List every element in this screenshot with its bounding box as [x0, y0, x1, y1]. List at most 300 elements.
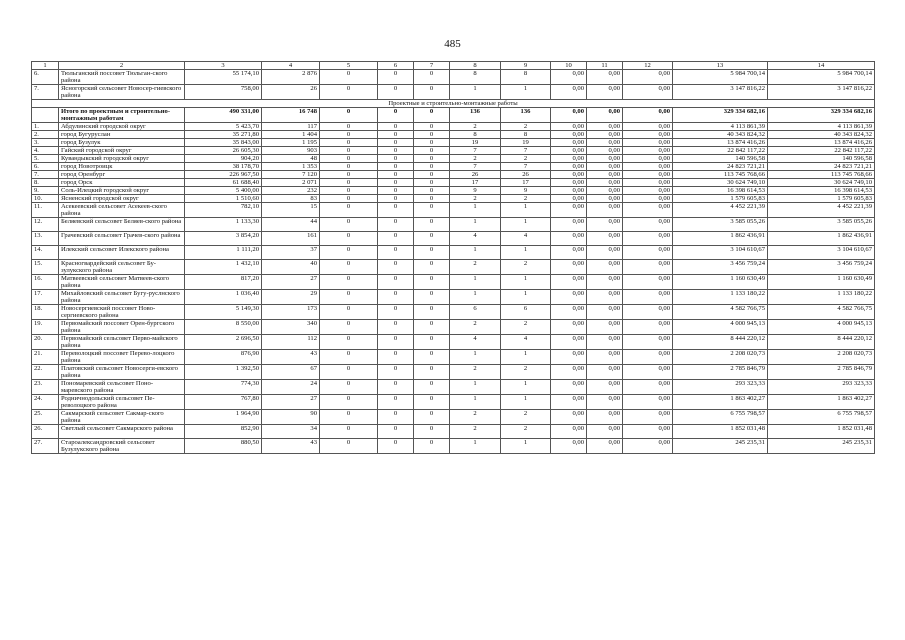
cell-c12: 0,00 [623, 131, 673, 139]
cell-c11: 0,00 [587, 335, 623, 350]
cell-c11: 0,00 [587, 70, 623, 85]
cell-c9: 9 [501, 187, 551, 195]
cell-c7: 0 [414, 320, 450, 335]
cell-c9: 2 [501, 425, 551, 439]
cell-c11: 0,00 [587, 232, 623, 246]
cell-c13: 1 133 180,22 [673, 290, 768, 305]
cell-c6: 0 [378, 232, 414, 246]
cell-c11: 0,00 [587, 246, 623, 260]
cell-c6: 0 [378, 305, 414, 320]
table-row [32, 439, 875, 454]
cell-c5: 0 [320, 218, 378, 232]
cell-name: Соль-Илецкий городской округ [59, 187, 185, 195]
cell-name: Переволоцкий поссовет Перево-лоцкого района [59, 350, 185, 365]
cell-name: город Орск [59, 179, 185, 187]
cell-c13: 13 874 416,26 [673, 139, 768, 147]
column-header-8: 8 [450, 62, 501, 70]
cell-c8: 17 [450, 179, 501, 187]
cell-c12: 0,00 [623, 155, 673, 163]
table-row [32, 232, 875, 246]
cell-c5: 0 [320, 305, 378, 320]
cell-c4: 27 [262, 395, 320, 410]
cell-c3: 767,80 [185, 395, 262, 410]
cell-c5: 0 [320, 320, 378, 335]
cell-c13: 40 343 824,32 [673, 131, 768, 139]
cell-c14: 245 235,31 [768, 439, 875, 454]
cell-c7: 0 [414, 203, 450, 218]
cell-number: 23. [32, 380, 59, 395]
cell-c4: 34 [262, 425, 320, 439]
cell-c5: 0 [320, 246, 378, 260]
cell-c3: 1 133,30 [185, 218, 262, 232]
cell-c11: 0,00 [587, 187, 623, 195]
cell-c10: 0,00 [551, 147, 587, 155]
cell-c8: 4 [450, 335, 501, 350]
cell-c8: 1 [450, 203, 501, 218]
cell-c11: 0,00 [587, 275, 623, 290]
cell-c4: 67 [262, 365, 320, 380]
table-row [32, 123, 875, 131]
cell-c11: 0,00 [587, 179, 623, 187]
table-row [32, 147, 875, 155]
cell-c11: 0,00 [587, 260, 623, 275]
cell-number: 20. [32, 335, 59, 350]
cell-c8: 1 [450, 85, 501, 100]
cell-c13: 4 000 945,13 [673, 320, 768, 335]
table-row [32, 275, 875, 290]
cell-c11: 0,00 [587, 147, 623, 155]
table-row [32, 395, 875, 410]
column-header-14: 14 [768, 62, 875, 70]
cell-number: 18. [32, 305, 59, 320]
cell-name: город Новотроицк [59, 163, 185, 171]
cell-c3: 5 400,00 [185, 187, 262, 195]
cell-c5: 0 [320, 155, 378, 163]
cell-c14: 113 745 768,66 [768, 171, 875, 179]
cell-c14: 5 984 700,14 [768, 70, 875, 85]
cell-c9: 2 [501, 260, 551, 275]
cell-c8: 1 [450, 395, 501, 410]
cell-c12: 0,00 [623, 85, 673, 100]
cell-number: 25. [32, 410, 59, 425]
cell-c12: 0,00 [623, 425, 673, 439]
cell-c13: 22 842 117,22 [673, 147, 768, 155]
cell-name: Сакмарский сельсовет Сакмар-ского района [59, 410, 185, 425]
cell-c7: 0 [414, 218, 450, 232]
cell-c8: 2 [450, 425, 501, 439]
cell-c12: 0,00 [623, 232, 673, 246]
cell-c10: 0,00 [551, 410, 587, 425]
cell-c7: 0 [414, 123, 450, 131]
cell-c10: 0,00 [551, 187, 587, 195]
cell-name: Кувандыкский городской округ [59, 155, 185, 163]
cell-name: Грачевский сельсовет Грачев-ского района [59, 232, 185, 246]
cell-c14: 1 863 402,27 [768, 395, 875, 410]
cell-c4: 37 [262, 246, 320, 260]
cell-c13: 5 984 700,14 [673, 70, 768, 85]
cell-name: Беляевский сельсовет Беляев-ского района [59, 218, 185, 232]
cell-c12: 0,00 [623, 139, 673, 147]
cell-c7: 0 [414, 163, 450, 171]
cell-c6: 0 [378, 147, 414, 155]
cell-c8: 9 [450, 187, 501, 195]
cell-c6: 0 [378, 365, 414, 380]
section-header-row [32, 100, 875, 108]
cell-c10: 0,00 [551, 155, 587, 163]
cell-c11: 0,00 [587, 195, 623, 203]
cell-name: город Оренбург [59, 171, 185, 179]
cell-c5: 0 [320, 395, 378, 410]
cell-c10: 0,00 [551, 70, 587, 85]
table-row [32, 246, 875, 260]
cell-c5: 0 [320, 260, 378, 275]
cell-c3: 1 964,90 [185, 410, 262, 425]
cell-c6: 0 [378, 195, 414, 203]
cell-c14: 30 624 749,10 [768, 179, 875, 187]
cell-c13: 1 862 436,91 [673, 232, 768, 246]
table-row [32, 131, 875, 139]
table-row [32, 290, 875, 305]
cell-name: Гайский городской округ [59, 147, 185, 155]
cell-c4: 903 [262, 147, 320, 155]
cell-c7: 0 [414, 275, 450, 290]
cell-c12: 0,00 [623, 246, 673, 260]
cell-c4: 27 [262, 275, 320, 290]
cell-c4: 2 071 [262, 179, 320, 187]
cell-c7: 0 [414, 187, 450, 195]
cell-c9: 6 [501, 305, 551, 320]
cell-c12: 0,00 [623, 320, 673, 335]
cell-c3: 1 111,20 [185, 246, 262, 260]
cell-c6: 0 [378, 163, 414, 171]
cell-c11: 0,00 [587, 365, 623, 380]
column-header-10: 10 [551, 62, 587, 70]
cell-name: Родничнодольский сельсовет Пе-револоцкого района [59, 395, 185, 410]
cell-c13: 16 398 614,53 [673, 187, 768, 195]
cell-c6: 0 [378, 410, 414, 425]
cell-number: 3. [32, 139, 59, 147]
cell-c4: 44 [262, 218, 320, 232]
cell-c14: 2 785 846,79 [768, 365, 875, 380]
cell-c9: 8 [501, 70, 551, 85]
cell-c7: 0 [414, 131, 450, 139]
cell-c4: 112 [262, 335, 320, 350]
cell-c7: 0 [414, 365, 450, 380]
table-row [32, 195, 875, 203]
cell-c11: 0,00 [587, 320, 623, 335]
cell-c8: 2 [450, 320, 501, 335]
cell-c13: 8 444 220,12 [673, 335, 768, 350]
cell-c14: 1 579 605,83 [768, 195, 875, 203]
cell-c12: 0,00 [623, 365, 673, 380]
cell-name: Ясненский городской округ [59, 195, 185, 203]
cell-c10: 0,00 [551, 335, 587, 350]
cell-c8: 1 [450, 246, 501, 260]
cell-c3: 5 149,30 [185, 305, 262, 320]
column-header-2: 2 [59, 62, 185, 70]
cell-c7: 0 [414, 350, 450, 365]
cell-c3: 35 271,80 [185, 131, 262, 139]
cell-c14: 13 874 416,26 [768, 139, 875, 147]
cell-c4: 43 [262, 350, 320, 365]
cell-number: 27. [32, 439, 59, 454]
cell-c14: 40 343 824,32 [768, 131, 875, 139]
cell-c8: 8 [450, 70, 501, 85]
cell-c5: 0 [320, 171, 378, 179]
cell-c5: 0 [320, 275, 378, 290]
cell-c3: 5 423,70 [185, 123, 262, 131]
cell-c10: 0,00 [551, 179, 587, 187]
cell-c8: 1 [450, 290, 501, 305]
cell-c9: 19 [501, 139, 551, 147]
table-row [32, 380, 875, 395]
cell-c11: 0,00 [587, 439, 623, 454]
table-row [32, 365, 875, 380]
cell-c8: 1 [450, 218, 501, 232]
cell-c11: 0,00 [587, 350, 623, 365]
cell-c6: 0 [378, 187, 414, 195]
cell-name: Асекеевский сельсовет Асекеев-ского района [59, 203, 185, 218]
cell-c3: 26 605,30 [185, 147, 262, 155]
cell-c6: 0 [378, 171, 414, 179]
cell-c14: 1 862 436,91 [768, 232, 875, 246]
cell-c11: 0,00 [587, 218, 623, 232]
cell-c5: 0 [320, 85, 378, 100]
cell-c14: 1 133 180,22 [768, 290, 875, 305]
cell-c3: 61 688,40 [185, 179, 262, 187]
cell-number: 16. [32, 275, 59, 290]
cell-c11: 0,00 [587, 163, 623, 171]
cell-c12: 0,00 [623, 380, 673, 395]
cell-c10: 0,00 [551, 232, 587, 246]
cell-c10: 0,00 [551, 123, 587, 131]
cell-c7: 0 [414, 290, 450, 305]
cell-c9: 1 [501, 203, 551, 218]
cell-c4: 1 404 [262, 131, 320, 139]
cell-c11: 0,00 [587, 410, 623, 425]
cell-c7: 0 [414, 171, 450, 179]
cell-c14: 1 160 630,49 [768, 275, 875, 290]
cell-c12: 0,00 [623, 260, 673, 275]
cell-number: 11. [32, 203, 59, 218]
cell-c8: 8 [450, 131, 501, 139]
cell-c6: 0 [378, 380, 414, 395]
cell-number: 26. [32, 425, 59, 439]
cell-c7: 0 [414, 108, 450, 123]
cell-name: город Бузулук [59, 139, 185, 147]
cell-c12: 0,00 [623, 275, 673, 290]
cell-c8: 2 [450, 365, 501, 380]
cell-c8: 136 [450, 108, 501, 123]
cell-c5: 0 [320, 439, 378, 454]
cell-c7: 0 [414, 147, 450, 155]
cell-c11: 0,00 [587, 305, 623, 320]
cell-c4: 340 [262, 320, 320, 335]
cell-c5: 0 [320, 123, 378, 131]
cell-c5: 0 [320, 335, 378, 350]
cell-c12: 0,00 [623, 410, 673, 425]
cell-c7: 0 [414, 425, 450, 439]
cell-c6: 0 [378, 320, 414, 335]
cell-c8: 1 [450, 275, 501, 290]
cell-c12: 0,00 [623, 218, 673, 232]
cell-number: 21. [32, 350, 59, 365]
cell-number: 6. [32, 70, 59, 85]
cell-c4: 1 195 [262, 139, 320, 147]
cell-number: 24. [32, 395, 59, 410]
cell-c13: 24 823 721,21 [673, 163, 768, 171]
table-row [32, 305, 875, 320]
cell-c12: 0,00 [623, 195, 673, 203]
cell-c6: 0 [378, 85, 414, 100]
cell-c6: 0 [378, 425, 414, 439]
table-row [32, 425, 875, 439]
cell-c4: 48 [262, 155, 320, 163]
cell-c6: 0 [378, 203, 414, 218]
cell-c14: 4 582 766,75 [768, 305, 875, 320]
cell-number: 19. [32, 320, 59, 335]
cell-c8: 26 [450, 171, 501, 179]
table-row [32, 203, 875, 218]
cell-c8: 7 [450, 163, 501, 171]
cell-number: 8. [32, 179, 59, 187]
cell-c8: 1 [450, 380, 501, 395]
cell-c14: 140 596,58 [768, 155, 875, 163]
column-header-6: 6 [378, 62, 414, 70]
cell-c3: 8 550,00 [185, 320, 262, 335]
table-row [32, 179, 875, 187]
cell-c4: 43 [262, 439, 320, 454]
cell-c13: 2 785 846,79 [673, 365, 768, 380]
cell-c5: 0 [320, 195, 378, 203]
cell-number: 6. [32, 163, 59, 171]
cell-c9: 8 [501, 131, 551, 139]
cell-number: 2. [32, 131, 59, 139]
cell-c12: 0,00 [623, 147, 673, 155]
cell-c11: 0,00 [587, 290, 623, 305]
cell-c4: 232 [262, 187, 320, 195]
cell-c9: 2 [501, 410, 551, 425]
cell-c13: 293 323,33 [673, 380, 768, 395]
cell-c10: 0,00 [551, 218, 587, 232]
section-title: Проектные и строительно-монтажные работы [32, 100, 875, 108]
cell-c9: 136 [501, 108, 551, 123]
cell-c10: 0,00 [551, 85, 587, 100]
cell-c8: 2 [450, 410, 501, 425]
table-row [32, 410, 875, 425]
cell-c13: 3 456 759,24 [673, 260, 768, 275]
cell-c9: 1 [501, 350, 551, 365]
cell-c7: 0 [414, 70, 450, 85]
cell-c7: 0 [414, 139, 450, 147]
cell-c3: 904,20 [185, 155, 262, 163]
cell-name: Илекский сельсовет Илекского района [59, 246, 185, 260]
cell-c6: 0 [378, 155, 414, 163]
cell-c13: 3 104 610,67 [673, 246, 768, 260]
cell-c9: 1 [501, 218, 551, 232]
cell-name: город Бугуруслан [59, 131, 185, 139]
cell-c8: 4 [450, 232, 501, 246]
cell-c12: 0,00 [623, 395, 673, 410]
cell-c6: 0 [378, 350, 414, 365]
cell-c10: 0,00 [551, 139, 587, 147]
cell-number: 17. [32, 290, 59, 305]
cell-c10: 0,00 [551, 380, 587, 395]
cell-c14: 4 452 221,39 [768, 203, 875, 218]
cell-c7: 0 [414, 246, 450, 260]
cell-c6: 0 [378, 139, 414, 147]
column-header-1: 1 [32, 62, 59, 70]
cell-c4: 40 [262, 260, 320, 275]
cell-c6: 0 [378, 260, 414, 275]
column-header-9: 9 [501, 62, 551, 70]
cell-c4: 16 748 [262, 108, 320, 123]
cell-c13: 3 147 816,22 [673, 85, 768, 100]
cell-c5: 0 [320, 147, 378, 155]
cell-c13: 6 755 798,57 [673, 410, 768, 425]
cell-c5: 0 [320, 365, 378, 380]
column-header-3: 3 [185, 62, 262, 70]
cell-c7: 0 [414, 260, 450, 275]
cell-c11: 0,00 [587, 108, 623, 123]
cell-c3: 782,10 [185, 203, 262, 218]
cell-c8: 2 [450, 155, 501, 163]
cell-c3: 1 510,60 [185, 195, 262, 203]
cell-c9: 2 [501, 155, 551, 163]
cell-c11: 0,00 [587, 203, 623, 218]
cell-number: 4. [32, 147, 59, 155]
cell-c10: 0,00 [551, 290, 587, 305]
cell-c9: 1 [501, 439, 551, 454]
cell-c6: 0 [378, 218, 414, 232]
cell-name: Михайловский сельсовет Бугу-руслнского района [59, 290, 185, 305]
cell-c4: 26 [262, 85, 320, 100]
cell-c5: 0 [320, 350, 378, 365]
cell-name: Абдулинский городской округ [59, 123, 185, 131]
cell-c10: 0,00 [551, 320, 587, 335]
cell-c11: 0,00 [587, 139, 623, 147]
cell-c14: 329 334 682,16 [768, 108, 875, 123]
cell-c14: 1 852 031,48 [768, 425, 875, 439]
cell-c14: 4 113 861,39 [768, 123, 875, 131]
cell-number: 10. [32, 195, 59, 203]
cell-c9: 1 [501, 395, 551, 410]
cell-c12: 0,00 [623, 335, 673, 350]
column-header-11: 11 [587, 62, 623, 70]
cell-c3: 35 843,00 [185, 139, 262, 147]
cell-c13: 2 208 020,73 [673, 350, 768, 365]
cell-c3: 758,00 [185, 85, 262, 100]
cell-c4: 7 120 [262, 171, 320, 179]
cell-number: 9. [32, 187, 59, 195]
cell-c14: 4 000 945,13 [768, 320, 875, 335]
cell-number [32, 108, 59, 123]
cell-c9: 2 [501, 320, 551, 335]
cell-c10: 0,00 [551, 425, 587, 439]
cell-c3: 1 036,40 [185, 290, 262, 305]
cell-c4: 83 [262, 195, 320, 203]
cell-c8: 1 [450, 439, 501, 454]
cell-c10: 0,00 [551, 163, 587, 171]
cell-name: Тюльганский поссовет Тюльган-ского района [59, 70, 185, 85]
cell-name: Ясногорский сельсовет Новосер-гиевского района [59, 85, 185, 100]
cell-c4: 90 [262, 410, 320, 425]
cell-c12: 0,00 [623, 305, 673, 320]
cell-c3: 774,30 [185, 380, 262, 395]
cell-c6: 0 [378, 290, 414, 305]
table-row [32, 260, 875, 275]
cell-c7: 0 [414, 232, 450, 246]
